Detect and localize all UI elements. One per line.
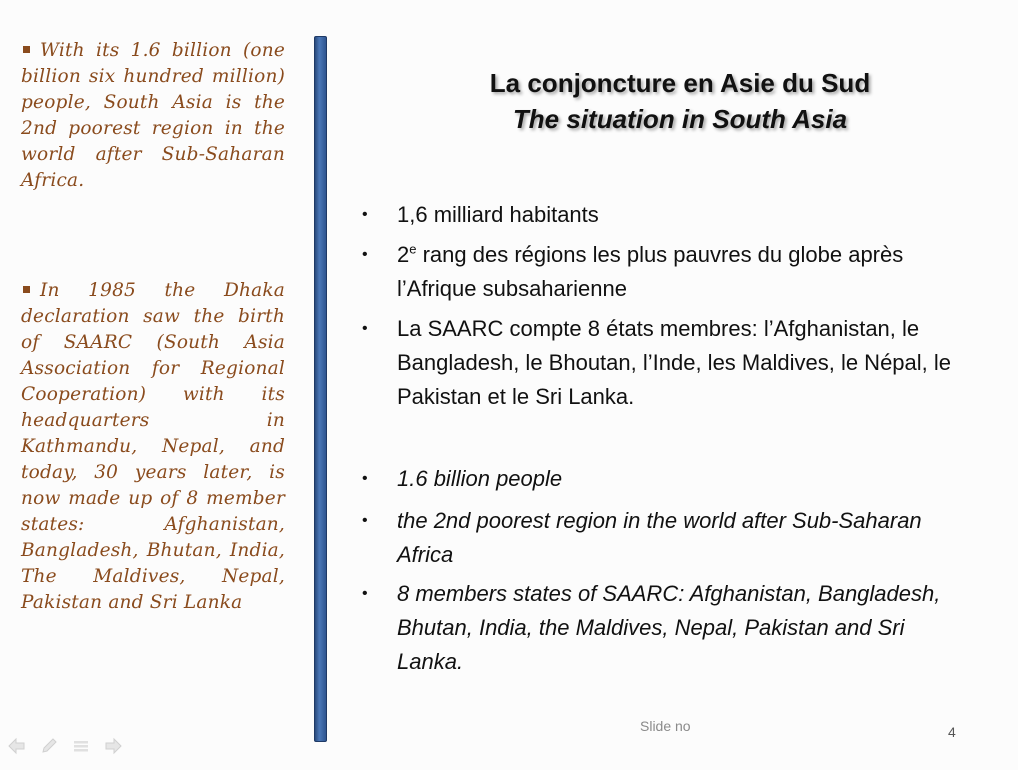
next-slide-arrow-icon[interactable]	[104, 737, 122, 755]
rank-text: rang des régions les plus pauvres du globe après l’Afrique subsaharienne	[397, 242, 904, 301]
bullet-fr-poverty-rank	[362, 238, 962, 306]
left-paragraph-1-text: With its 1.6 billion (one billion six hundred million) people, South Asia is the 2nd poorest region in the world after Sub-Saharan Africa.	[21, 40, 285, 191]
left-paragraph-2	[21, 278, 285, 616]
bullet-dot-icon: •	[362, 206, 368, 223]
bullet-dot-icon: •	[362, 512, 368, 529]
square-bullet-icon	[23, 46, 30, 53]
bullet-dot-icon: •	[362, 320, 368, 337]
left-text-panel	[0, 34, 300, 734]
slide-title-french: La conjoncture en Asie du Sud	[489, 68, 871, 98]
bullet-en-saarc-members	[362, 577, 962, 679]
bullet-text: 1,6 milliard habitants	[397, 202, 599, 227]
bullet-text	[397, 238, 962, 306]
previous-slide-arrow-icon[interactable]	[8, 737, 26, 755]
slideshow-nav-toolbar	[8, 737, 122, 755]
bullet-text: 8 members states of SAARC: Afghanistan, Bangladesh, Bhutan, India, the Maldives, Nepal, Pakistan and Sri Lanka.	[397, 581, 941, 674]
square-bullet-icon	[23, 286, 30, 293]
bullet-dot-icon: •	[362, 246, 368, 263]
left-paragraph-2-text: In 1985 the Dhaka declaration saw the birth of SAARC (South Asia Association for Regional Cooperation) with its headquarters in Kathmandu, Nepal, and today, 30 years later, is now made up of 8 member states: Afghanistan, Bangladesh, Bhutan, India, The Maldives, Nepal, Pakistan and Sri Lanka	[21, 280, 285, 613]
left-paragraph-1	[21, 38, 285, 194]
bullet-fr-population	[362, 198, 962, 232]
vertical-divider-bar	[314, 36, 327, 742]
rank-superscript: e	[409, 241, 417, 257]
bullet-text: the 2nd poorest region in the world after Sub-Saharan Africa	[397, 508, 922, 567]
bullet-fr-saarc-members	[362, 312, 962, 414]
slide-number-label: Slide no	[640, 718, 691, 734]
bullet-text: La SAARC compte 8 états membres: l’Afghanistan, le Bangladesh, le Bhoutan, l’Inde, les Maldives, le Népal, le Pakistan et le Sri Lanka.	[397, 316, 952, 409]
rank-number: 2	[397, 242, 410, 267]
bullet-en-poverty-rank	[362, 504, 962, 572]
slide-menu-icon[interactable]	[72, 737, 90, 755]
bullet-text: 1.6 billion people	[397, 466, 563, 491]
slide-title-english: The situation in South Asia	[512, 104, 848, 134]
bullet-en-population	[362, 462, 962, 496]
bullet-dot-icon: •	[362, 470, 368, 487]
pen-icon[interactable]	[40, 737, 58, 755]
bullet-dot-icon: •	[362, 585, 368, 602]
slide-number: 4	[948, 724, 956, 740]
